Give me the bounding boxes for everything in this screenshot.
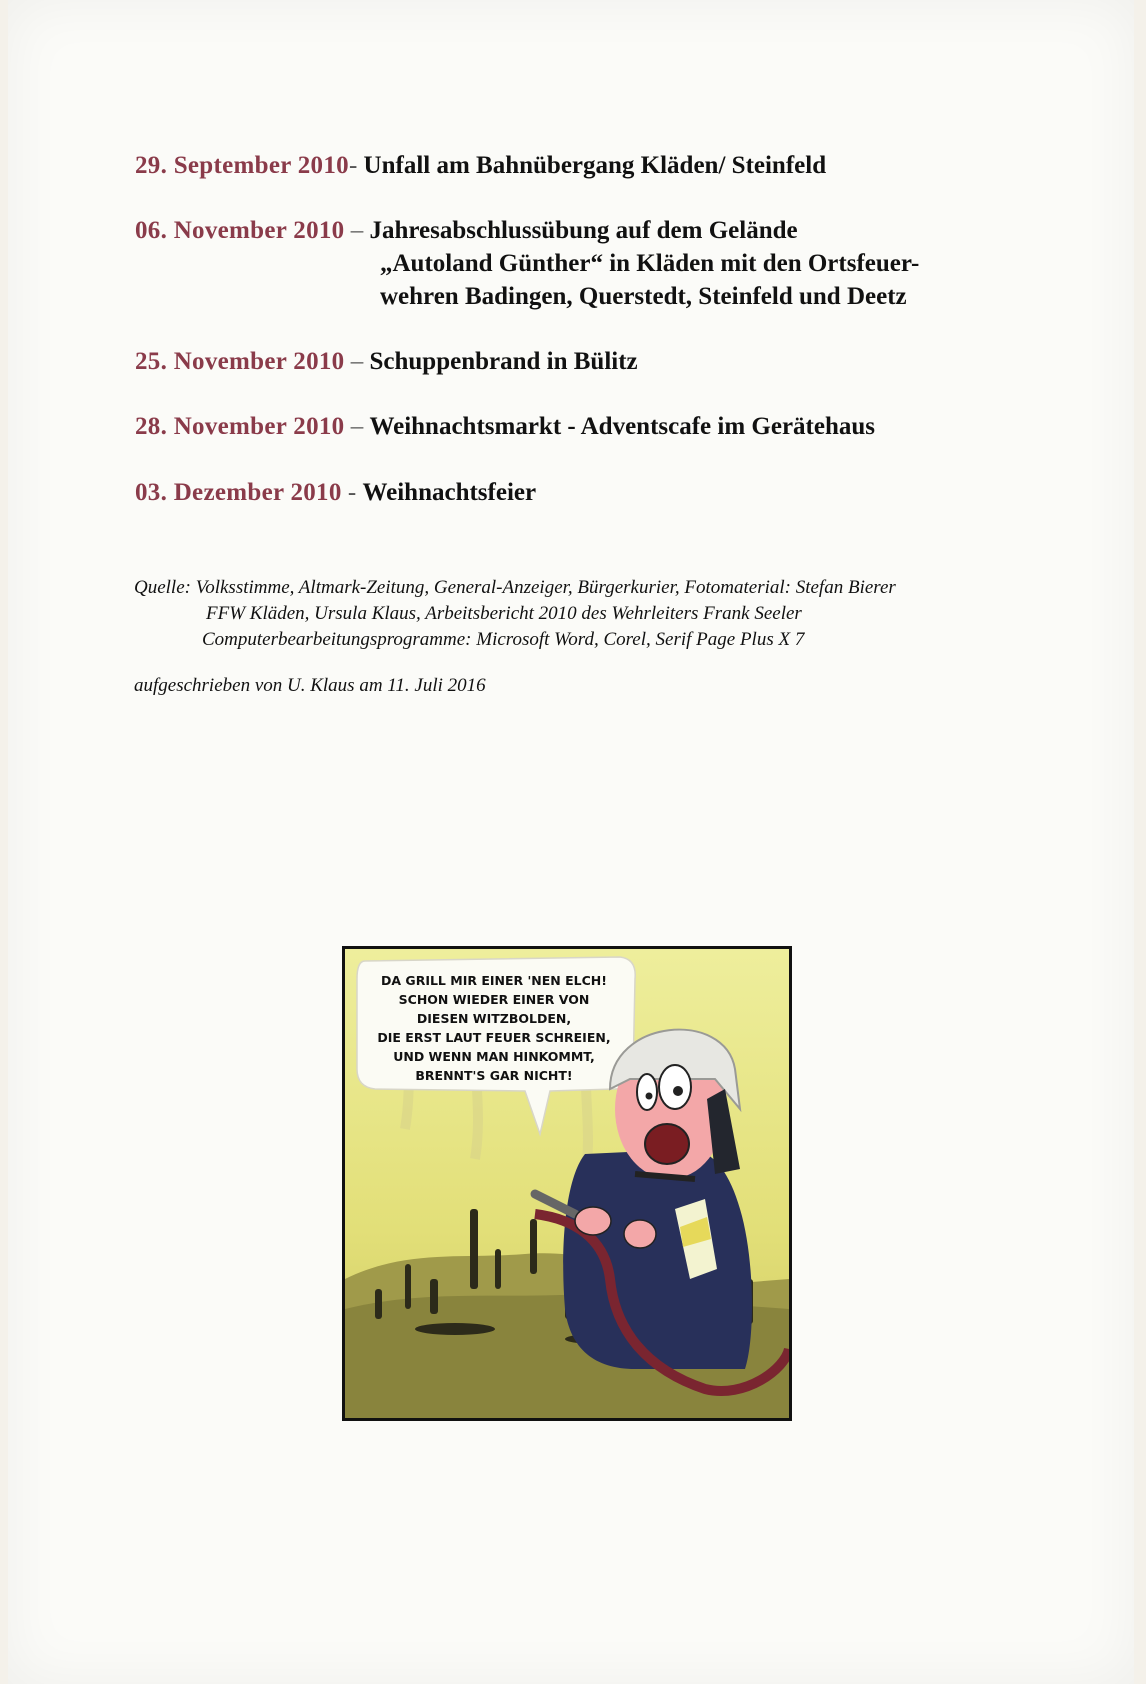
speech-line: DA GRILL MIR EINER 'NEN ELCH! bbox=[381, 973, 607, 988]
entry-1 bbox=[135, 150, 826, 182]
source-line-3: Computerbearbeitungsprogramme: Microsoft Word, Corel, Serif Page Plus X 7 bbox=[202, 629, 805, 650]
entry-date: 25. November 2010 bbox=[135, 348, 345, 375]
entry-description: Weihnachtsmarkt - Adventscafe im Gerätehaus bbox=[369, 413, 876, 440]
entry-date: 29. September 2010 bbox=[135, 152, 349, 179]
source-credits bbox=[134, 575, 896, 653]
speech-line: DIE ERST LAUT FEUER SCHREIEN, bbox=[377, 1030, 611, 1045]
entry-date: 06. November 2010 bbox=[135, 217, 345, 244]
author-note: aufgeschrieben von U. Klaus am 11. Juli 2016 bbox=[134, 675, 486, 696]
entry-5 bbox=[135, 477, 536, 509]
entry-separator: – bbox=[350, 413, 364, 440]
speech-line: BRENNT'S GAR NICHT! bbox=[415, 1068, 573, 1083]
source-line-2: FFW Kläden, Ursula Klaus, Arbeitsbericht 2010 des Wehrleiters Frank Seeler bbox=[206, 603, 802, 624]
entry-description: Schuppenbrand in Bülitz bbox=[369, 348, 638, 375]
entry-separator: – bbox=[350, 348, 364, 375]
entry-description: Weihnachtsfeier bbox=[362, 479, 537, 506]
speech-bubble-text bbox=[359, 971, 629, 1085]
firefighter-cartoon bbox=[342, 946, 792, 1421]
entry-description: Jahresabschlussübung auf dem Gelände bbox=[369, 217, 798, 244]
speech-line: SCHON WIEDER EINER VON bbox=[398, 992, 590, 1007]
entry-4 bbox=[135, 411, 875, 443]
speech-line: DIESEN WITZBOLDEN, bbox=[416, 1011, 572, 1026]
entry-date: 28. November 2010 bbox=[135, 413, 345, 440]
entry-separator: - bbox=[347, 479, 357, 506]
speech-line: UND WENN MAN HINKOMMT, bbox=[393, 1049, 595, 1064]
entry-description: Unfall am Bahnübergang Kläden/ Steinfeld bbox=[363, 152, 827, 179]
document-page bbox=[8, 0, 1134, 1684]
entry-description-line-2: „Autoland Günther“ in Kläden mit den Ortsfeuer- bbox=[380, 250, 920, 277]
entry-separator: - bbox=[348, 152, 358, 179]
entry-3 bbox=[135, 346, 638, 378]
entry-separator: – bbox=[350, 217, 364, 244]
entry-2 bbox=[135, 215, 920, 310]
entry-date: 03. Dezember 2010 bbox=[135, 479, 342, 506]
entry-description-line-3: wehren Badingen, Querstedt, Steinfeld und Deetz bbox=[380, 283, 907, 310]
source-line-1: Quelle: Volksstimme, Altmark-Zeitung, General-Anzeiger, Bürgerkurier, Fotomaterial: Stefan Bierer bbox=[134, 577, 896, 598]
